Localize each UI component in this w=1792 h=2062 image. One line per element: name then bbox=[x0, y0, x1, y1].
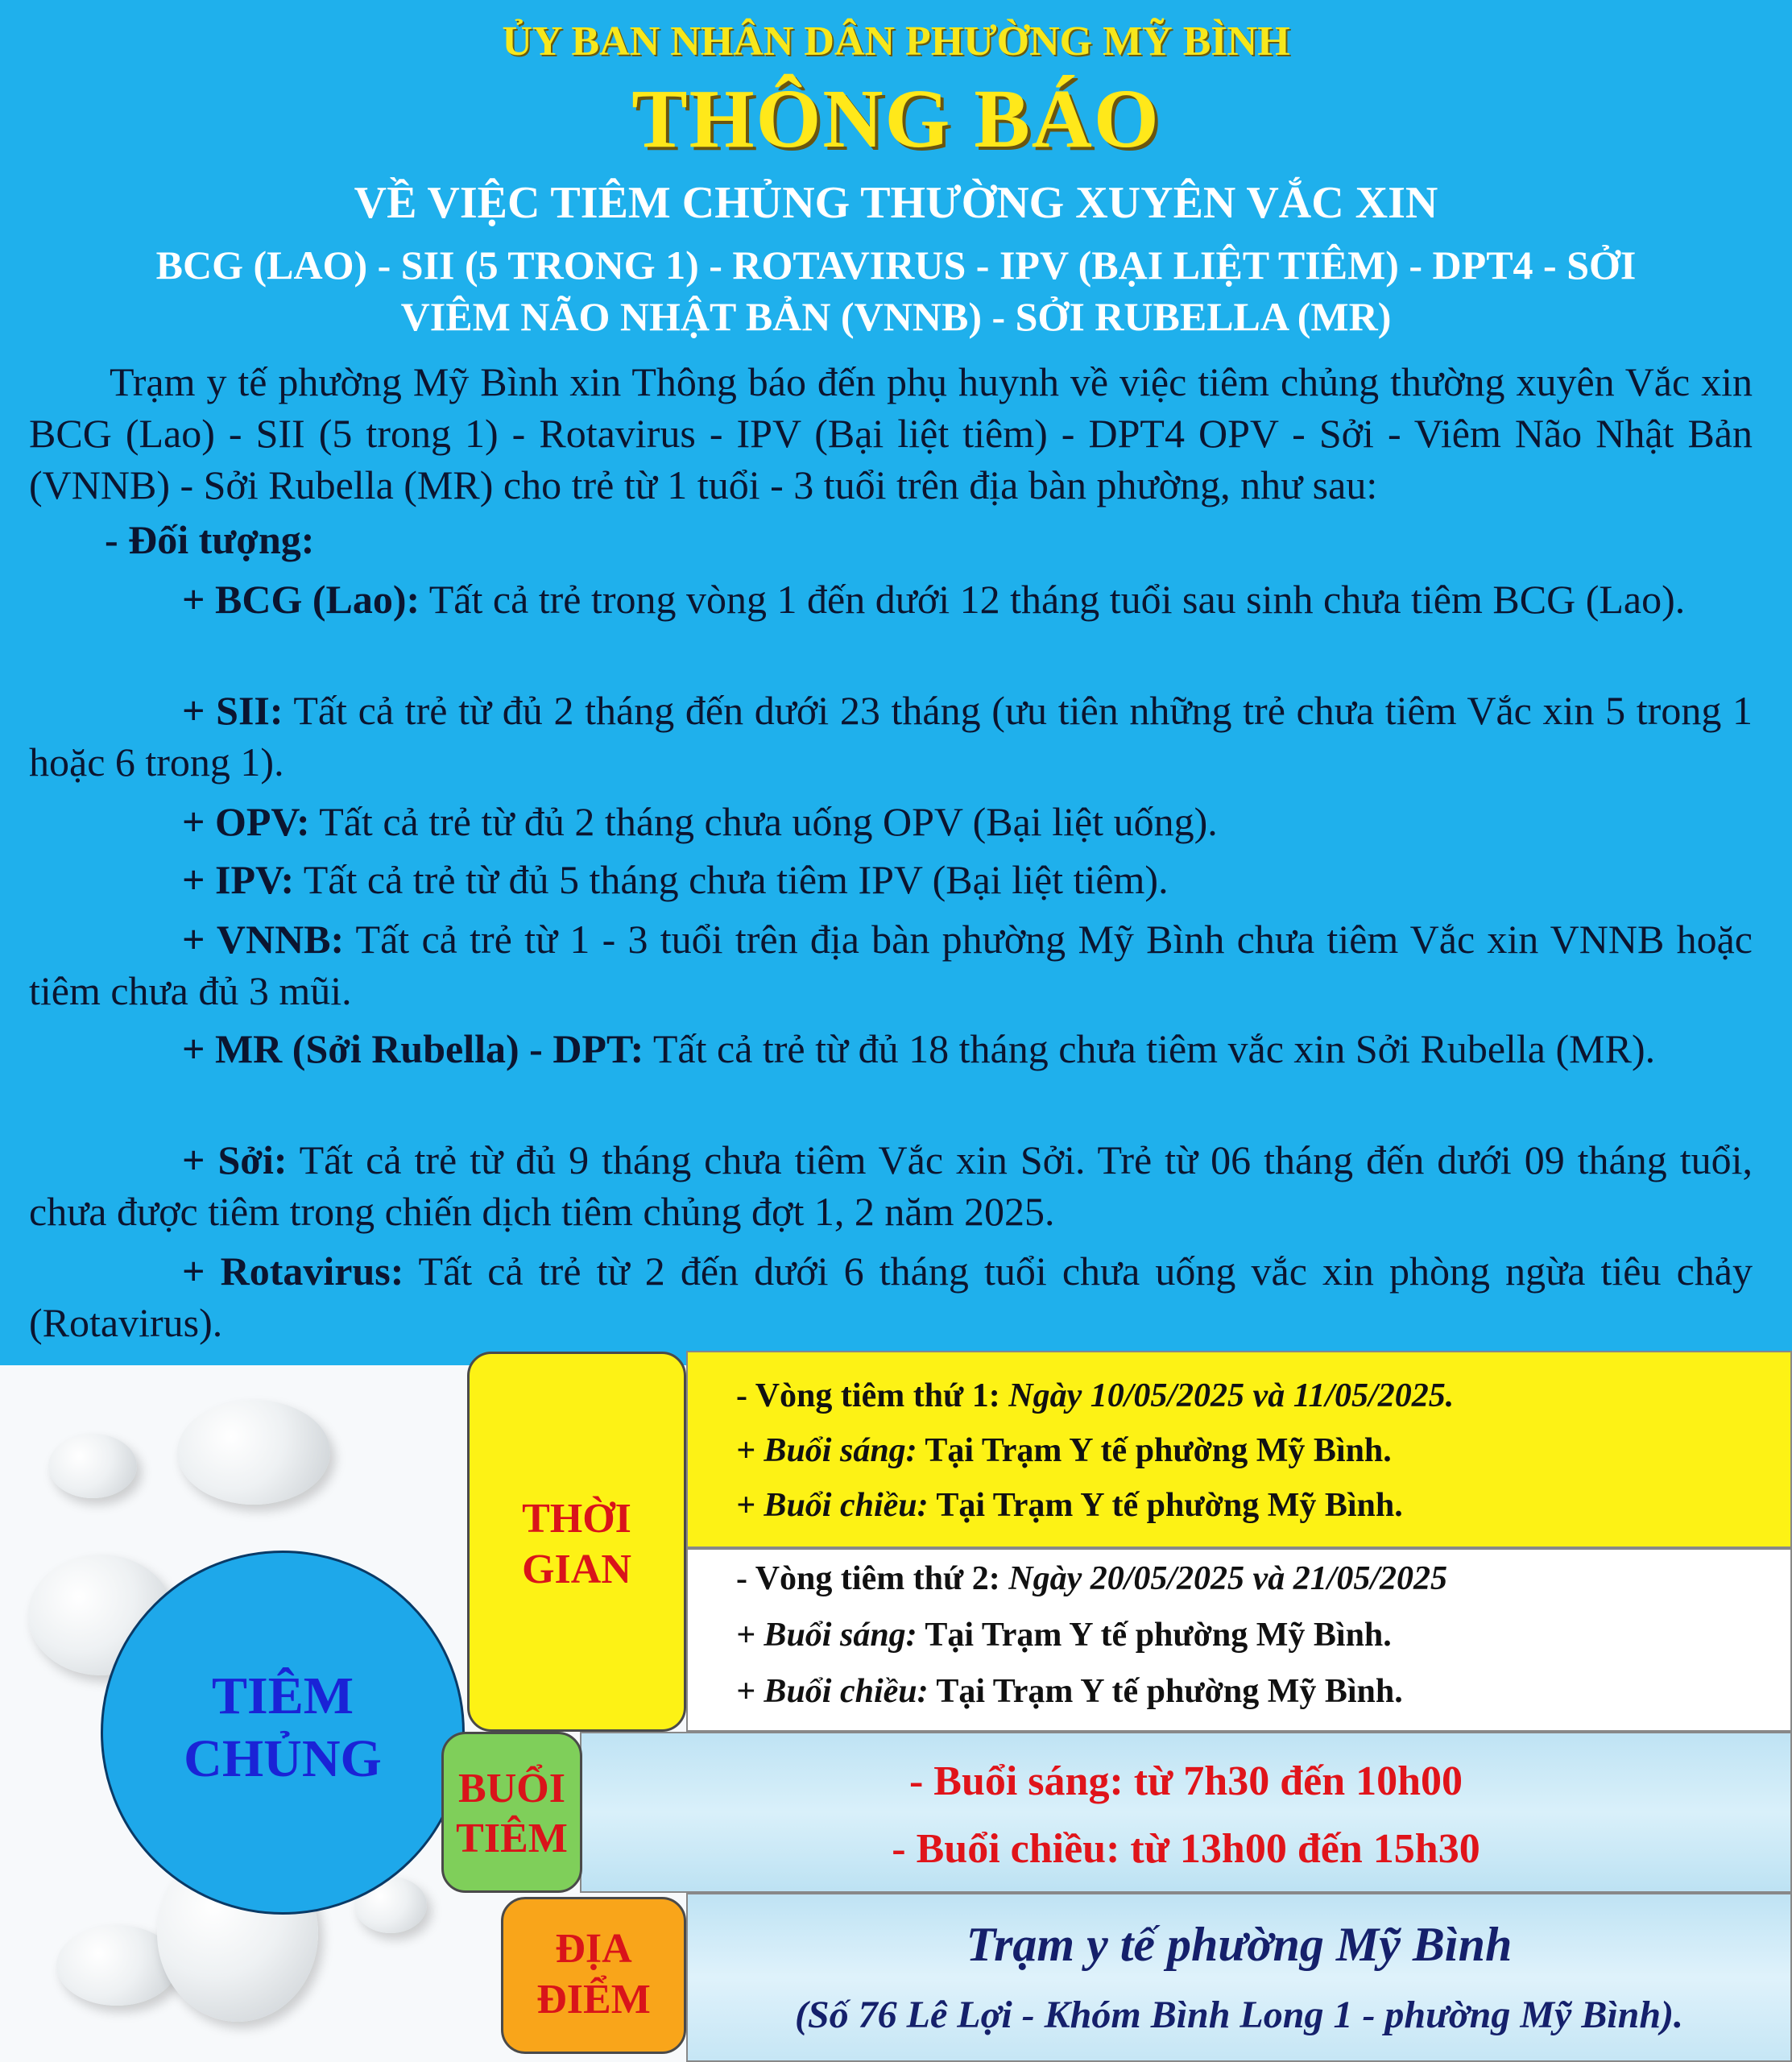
circle-line-2: CHỦNG bbox=[184, 1729, 382, 1788]
time-label-line-2: GIAN bbox=[522, 1546, 631, 1592]
round-2-afternoon: + Buổi chiều: Tại Trạm Y tế phường Mỹ Bình. bbox=[736, 1673, 1403, 1710]
target-text: Tất cả trẻ từ 1 - 3 tuổi trên địa bàn phường Mỹ Bình chưa tiêm Vắc xin VNNB hoặc tiêm chưa đủ 3 mũi. bbox=[29, 917, 1753, 1013]
target-label: + Sởi: bbox=[182, 1137, 288, 1182]
session-label-box bbox=[441, 1732, 582, 1893]
location-label-line-1: ĐỊA bbox=[555, 1926, 632, 1972]
round-1-date: - Vòng tiêm thứ 1: Ngày 10/05/2025 và 11/05/2025. bbox=[736, 1377, 1455, 1414]
decorative-bubble bbox=[48, 1434, 137, 1498]
organization-name: ỦY BAN NHÂN DÂN PHƯỜNG MỸ BÌNH bbox=[502, 19, 1290, 64]
session-time-panel bbox=[580, 1732, 1792, 1893]
round-1-morning: + Buổi sáng: Tại Trạm Y tế phường Mỹ Bình. bbox=[736, 1432, 1392, 1469]
session-afternoon: - Buổi chiều: từ 13h00 đến 15h30 bbox=[892, 1826, 1480, 1872]
target-item bbox=[29, 1245, 1753, 1348]
target-text: Tất cả trẻ từ 2 đến dưới 6 tháng tuổi chưa uống vắc xin phòng ngừa tiêu chảy (Rotavirus). bbox=[29, 1248, 1753, 1345]
target-text: Tất cả trẻ từ đủ 18 tháng chưa tiêm vắc xin Sởi Rubella (MR). bbox=[644, 1026, 1656, 1071]
circle-line-1: TIÊM bbox=[211, 1667, 354, 1725]
decorative-bubble bbox=[177, 1400, 330, 1505]
session-label-line-2: TIÊM bbox=[456, 1816, 568, 1861]
session-label-line-1: BUỔI bbox=[458, 1766, 565, 1811]
target-item bbox=[29, 1023, 1753, 1074]
target-text: Tất cả trẻ từ đủ 5 tháng chưa tiêm IPV (Bại liệt tiêm). bbox=[294, 857, 1169, 902]
target-text: Tất cả trẻ từ đủ 2 tháng đến dưới 23 tháng (ưu tiên những trẻ chưa tiêm Vắc xin 5 trong 1 hoặc 6 trong 1). bbox=[29, 688, 1753, 785]
target-item bbox=[29, 796, 1753, 847]
round-2-panel bbox=[686, 1548, 1792, 1732]
target-item bbox=[29, 1134, 1753, 1237]
time-label-box bbox=[467, 1352, 686, 1732]
vaccination-circle bbox=[101, 1551, 465, 1915]
location-panel bbox=[686, 1893, 1792, 2062]
target-item bbox=[29, 854, 1753, 905]
round-2-date: - Vòng tiêm thứ 2: Ngày 20/05/2025 và 21/05/2025 bbox=[736, 1560, 1448, 1597]
targets-heading: - Đối tượng: bbox=[105, 517, 315, 562]
round-1-panel bbox=[686, 1351, 1792, 1548]
location-name: Trạm y tế phường Mỹ Bình bbox=[966, 1918, 1513, 1971]
target-label: + OPV: bbox=[182, 799, 310, 844]
round-2-morning: + Buổi sáng: Tại Trạm Y tế phường Mỹ Bình. bbox=[736, 1617, 1392, 1654]
target-label: + SII: bbox=[182, 688, 283, 733]
session-morning: - Buổi sáng: từ 7h30 đến 10h00 bbox=[908, 1758, 1463, 1804]
target-label: + MR (Sởi Rubella) - DPT: bbox=[182, 1026, 644, 1071]
notice-subtitle: VỀ VIỆC TIÊM CHỦNG THƯỜNG XUYÊN VẮC XIN bbox=[354, 178, 1438, 228]
location-address: (Số 76 Lê Lợi - Khóm Bình Long 1 - phường Mỹ Bình). bbox=[794, 1994, 1684, 2036]
intro-paragraph: Trạm y tế phường Mỹ Bình xin Thông báo đến phụ huynh về việc tiêm chủng thường xuyên Vắc xin BCG (Lao) - SII (5 trong 1) - Rotavirus - IPV (Bại liệt tiêm) - DPT4 OPV - Sởi - Viêm Não Nhật Bản (VNNB) - Sởi Rubella (MR) cho trẻ từ 1 tuổi - 3 tuổi trên địa bàn phường, như sau: bbox=[29, 359, 1753, 507]
target-label: + Rotavirus: bbox=[182, 1248, 404, 1294]
target-text: Tất cả trẻ trong vòng 1 đến dưới 12 tháng tuổi sau sinh chưa tiêm BCG (Lao). bbox=[420, 577, 1686, 622]
vaccine-list-line-2: VIÊM NÃO NHẬT BẢN (VNNB) - SỞI RUBELLA (MR) bbox=[400, 294, 1392, 339]
target-item bbox=[29, 573, 1753, 625]
target-text: Tất cả trẻ từ đủ 2 tháng chưa uống OPV (Bại liệt uống). bbox=[309, 799, 1218, 844]
target-item bbox=[29, 685, 1753, 788]
target-text: Tất cả trẻ từ đủ 9 tháng chưa tiêm Vắc xin Sởi. Trẻ từ 06 tháng đến dưới 09 tháng tuổi, chưa được tiêm trong chiến dịch tiêm chủng đợt 1, 2 năm 2025. bbox=[29, 1137, 1753, 1234]
location-label-line-2: ĐIỂM bbox=[536, 1977, 651, 2023]
target-label: + IPV: bbox=[182, 857, 295, 902]
notice-title: THÔNG BÁO bbox=[631, 72, 1161, 165]
target-item bbox=[29, 913, 1753, 1017]
target-label: + BCG (Lao): bbox=[182, 577, 420, 622]
vaccine-list-line-1: BCG (LAO) - SII (5 TRONG 1) - ROTAVIRUS - IPV (BẠI LIỆT TIÊM) - DPT4 - SỞI bbox=[155, 242, 1637, 288]
target-label: + VNNB: bbox=[182, 917, 345, 962]
time-label-line-1: THỜI bbox=[522, 1496, 631, 1542]
location-label-box bbox=[501, 1897, 686, 2054]
round-1-afternoon: + Buổi chiều: Tại Trạm Y tế phường Mỹ Bình. bbox=[736, 1487, 1403, 1524]
